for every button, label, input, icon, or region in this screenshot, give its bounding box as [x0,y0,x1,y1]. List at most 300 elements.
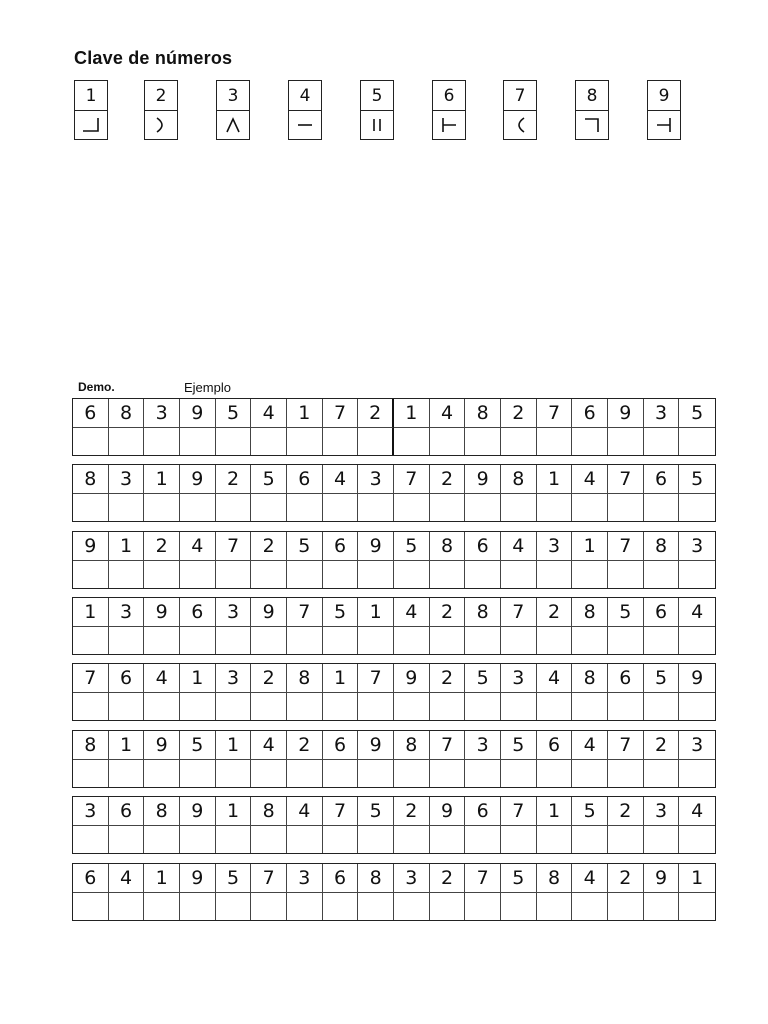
number-cell: 9 [180,399,216,428]
answer-cell[interactable] [251,893,287,920]
number-cell: 6 [287,465,323,494]
number-cell: 9 [180,465,216,494]
number-cell: 3 [144,399,180,428]
answer-cell[interactable] [394,494,430,521]
answer-cell[interactable] [323,494,359,521]
coding-row [72,730,716,788]
answer-cell[interactable] [679,826,715,853]
answer-cell[interactable] [537,627,573,654]
number-cell: 9 [251,598,287,627]
answer-cell[interactable] [644,826,680,853]
number-cell: 5 [216,399,252,428]
answer-cell[interactable] [608,428,644,455]
answer-cell[interactable] [501,826,537,853]
symbol-9-icon [648,111,680,139]
answer-cell[interactable] [358,494,394,521]
number-cell: 1 [144,864,180,893]
number-cell: 4 [251,399,287,428]
number-cell: 4 [430,399,466,428]
number-cell: 5 [572,797,608,826]
number-cell: 6 [537,731,573,760]
number-cell: 5 [465,664,501,693]
number-cell: 8 [144,797,180,826]
number-cell: 1 [537,465,573,494]
number-cell: 8 [465,399,501,428]
number-cell: 1 [73,598,109,627]
number-cell: 1 [180,664,216,693]
answer-cell[interactable] [465,494,501,521]
key-number: 6 [433,81,465,111]
number-cell: 2 [430,864,466,893]
number-cell: 4 [572,864,608,893]
number-cell: 7 [358,664,394,693]
answer-cell[interactable] [109,561,145,588]
number-cell: 7 [608,532,644,561]
number-cell: 2 [358,399,394,428]
answer-cell[interactable] [73,627,109,654]
answer-cell[interactable] [679,561,715,588]
answer-cell[interactable] [537,561,573,588]
number-cell: 1 [323,664,359,693]
answer-cell[interactable] [144,494,180,521]
symbol-2-icon [145,111,177,139]
answer-cell[interactable] [216,494,252,521]
number-cell: 6 [73,864,109,893]
answer-cell[interactable] [287,428,323,455]
number-cell: 6 [180,598,216,627]
number-cell: 4 [180,532,216,561]
answer-cell[interactable] [394,428,430,455]
number-cell: 3 [109,598,145,627]
number-cell: 4 [394,598,430,627]
number-cell: 6 [465,797,501,826]
number-cell: 2 [608,864,644,893]
answer-cell[interactable] [109,893,145,920]
answer-cell[interactable] [465,760,501,787]
answer-cell[interactable] [465,561,501,588]
number-cell: 5 [679,399,715,428]
answer-cell[interactable] [144,893,180,920]
number-cell: 9 [144,598,180,627]
number-key [0,80,768,142]
answer-cell[interactable] [109,826,145,853]
number-cell: 9 [73,532,109,561]
number-cell: 5 [608,598,644,627]
answer-cell[interactable] [394,627,430,654]
number-cell: 4 [572,731,608,760]
coding-row [72,398,716,456]
answer-cell[interactable] [430,893,466,920]
answer-cell[interactable] [216,693,252,720]
answer-cell[interactable] [465,428,501,455]
answer-cell[interactable] [572,893,608,920]
number-cell: 3 [644,797,680,826]
answer-cell[interactable] [465,893,501,920]
number-cell: 3 [644,399,680,428]
answer-cell[interactable] [180,561,216,588]
answer-cell[interactable] [144,627,180,654]
coding-row [72,531,716,589]
answer-cell[interactable] [251,826,287,853]
answer-cell[interactable] [180,627,216,654]
answer-cell[interactable] [537,428,573,455]
number-cell: 9 [144,731,180,760]
answer-cell[interactable] [144,693,180,720]
number-cell: 3 [73,797,109,826]
answer-cell[interactable] [323,693,359,720]
number-cell: 2 [216,465,252,494]
answer-cell[interactable] [358,561,394,588]
number-cell: 1 [537,797,573,826]
answer-cell[interactable] [358,693,394,720]
answer-cell[interactable] [251,693,287,720]
answer-cell[interactable] [73,428,109,455]
demo-label: Demo. [78,380,115,394]
symbol-7-icon [504,111,536,139]
answer-cell[interactable] [73,561,109,588]
answer-cell[interactable] [465,627,501,654]
number-cell: 2 [251,664,287,693]
number-cell: 9 [180,797,216,826]
number-cell: 1 [109,731,145,760]
answer-cell[interactable] [109,494,145,521]
answer-cell[interactable] [572,428,608,455]
number-cell: 9 [358,731,394,760]
answer-cell[interactable] [73,826,109,853]
number-cell: 6 [644,598,680,627]
answer-cell[interactable] [287,561,323,588]
number-cell: 3 [216,598,252,627]
answer-cell[interactable] [501,561,537,588]
number-cell: 8 [644,532,680,561]
number-cell: 2 [394,797,430,826]
number-cell: 9 [180,864,216,893]
answer-cell[interactable] [608,760,644,787]
answer-cell[interactable] [251,760,287,787]
number-cell: 6 [608,664,644,693]
symbol-3-icon [217,111,249,139]
answer-cell[interactable] [287,627,323,654]
number-cell: 7 [323,797,359,826]
number-cell: 4 [287,797,323,826]
answer-cell[interactable] [180,494,216,521]
number-cell: 7 [430,731,466,760]
answer-cell[interactable] [180,826,216,853]
answer-cell[interactable] [465,826,501,853]
number-cell: 9 [465,465,501,494]
key-item-6 [432,80,466,140]
answer-cell[interactable] [501,494,537,521]
number-cell: 6 [465,532,501,561]
number-cell: 2 [430,465,466,494]
coding-row [72,796,716,854]
answer-cell[interactable] [501,627,537,654]
answer-cell[interactable] [430,428,466,455]
answer-cell[interactable] [323,561,359,588]
answer-cell[interactable] [109,693,145,720]
number-cell: 5 [394,532,430,561]
key-item-1 [74,80,108,140]
answer-cell[interactable] [644,693,680,720]
answer-cell[interactable] [430,627,466,654]
answer-cell[interactable] [501,428,537,455]
symbol-1-icon [75,111,107,139]
number-cell: 4 [251,731,287,760]
number-cell: 6 [323,532,359,561]
grid-labels [0,378,768,396]
number-cell: 1 [679,864,715,893]
number-cell: 9 [644,864,680,893]
number-cell: 2 [287,731,323,760]
number-cell: 8 [572,664,608,693]
key-item-2 [144,80,178,140]
number-cell: 5 [251,465,287,494]
number-cell: 3 [465,731,501,760]
answer-cell[interactable] [109,428,145,455]
answer-cell[interactable] [358,760,394,787]
number-cell: 2 [608,797,644,826]
number-cell: 5 [501,864,537,893]
symbol-5-icon [361,111,393,139]
answer-cell[interactable] [287,826,323,853]
key-item-5 [360,80,394,140]
answer-cell[interactable] [216,428,252,455]
answer-cell[interactable] [501,760,537,787]
answer-cell[interactable] [287,760,323,787]
number-cell: 4 [679,598,715,627]
symbol-4-icon [289,111,321,139]
number-cell: 8 [537,864,573,893]
answer-cell[interactable] [287,693,323,720]
answer-cell[interactable] [216,893,252,920]
number-cell: 5 [501,731,537,760]
number-cell: 8 [358,864,394,893]
number-cell: 5 [180,731,216,760]
answer-cell[interactable] [287,893,323,920]
key-item-9 [647,80,681,140]
number-cell: 9 [430,797,466,826]
number-cell: 7 [465,864,501,893]
answer-cell[interactable] [679,893,715,920]
number-cell: 2 [430,664,466,693]
number-cell: 6 [644,465,680,494]
answer-cell[interactable] [608,893,644,920]
answer-cell[interactable] [644,893,680,920]
answer-cell[interactable] [430,561,466,588]
answer-cell[interactable] [358,893,394,920]
number-cell: 7 [287,598,323,627]
number-cell: 1 [358,598,394,627]
answer-cell[interactable] [608,494,644,521]
number-cell: 3 [109,465,145,494]
answer-cell[interactable] [323,760,359,787]
answer-cell[interactable] [180,693,216,720]
number-cell: 4 [679,797,715,826]
number-cell: 6 [572,399,608,428]
number-cell: 5 [358,797,394,826]
number-cell: 1 [572,532,608,561]
answer-cell[interactable] [144,826,180,853]
answer-cell[interactable] [572,826,608,853]
number-cell: 7 [501,797,537,826]
answer-cell[interactable] [572,760,608,787]
number-cell: 4 [144,664,180,693]
answer-cell[interactable] [358,627,394,654]
answer-cell[interactable] [679,760,715,787]
coding-row [72,597,716,655]
number-cell: 8 [572,598,608,627]
answer-cell[interactable] [251,428,287,455]
number-cell: 6 [73,399,109,428]
answer-cell[interactable] [109,627,145,654]
number-cell: 4 [537,664,573,693]
answer-cell[interactable] [572,561,608,588]
answer-cell[interactable] [358,826,394,853]
answer-cell[interactable] [144,561,180,588]
number-cell: 9 [394,664,430,693]
page-title: Clave de números [74,48,233,68]
number-cell: 6 [323,864,359,893]
key-number: 8 [576,81,608,111]
answer-cell[interactable] [73,693,109,720]
answer-cell[interactable] [251,627,287,654]
number-cell: 4 [501,532,537,561]
answer-cell[interactable] [180,760,216,787]
answer-cell[interactable] [679,693,715,720]
answer-cell[interactable] [644,760,680,787]
answer-cell[interactable] [644,627,680,654]
answer-cell[interactable] [394,760,430,787]
number-cell: 5 [287,532,323,561]
answer-cell[interactable] [644,494,680,521]
answer-cell[interactable] [572,494,608,521]
answer-cell[interactable] [323,627,359,654]
number-cell: 2 [251,532,287,561]
number-cell: 7 [216,532,252,561]
answer-cell[interactable] [430,826,466,853]
number-cell: 8 [430,532,466,561]
number-cell: 7 [251,864,287,893]
number-cell: 3 [287,864,323,893]
answer-cell[interactable] [608,693,644,720]
answer-cell[interactable] [180,428,216,455]
number-cell: 3 [216,664,252,693]
number-cell: 6 [323,731,359,760]
number-cell: 3 [679,731,715,760]
answer-cell[interactable] [608,826,644,853]
answer-cell[interactable] [73,760,109,787]
number-cell: 8 [465,598,501,627]
answer-cell[interactable] [537,760,573,787]
answer-cell[interactable] [537,494,573,521]
answer-cell[interactable] [394,561,430,588]
answer-cell[interactable] [323,428,359,455]
number-cell: 4 [323,465,359,494]
answer-cell[interactable] [501,693,537,720]
number-cell: 9 [679,664,715,693]
key-number: 2 [145,81,177,111]
answer-cell[interactable] [430,693,466,720]
answer-cell[interactable] [73,893,109,920]
number-cell: 8 [501,465,537,494]
answer-cell[interactable] [501,893,537,920]
answer-cell[interactable] [394,826,430,853]
number-cell: 5 [216,864,252,893]
answer-cell[interactable] [394,693,430,720]
answer-cell[interactable] [323,893,359,920]
answer-cell[interactable] [144,428,180,455]
number-cell: 1 [144,465,180,494]
example-label: Ejemplo [184,380,231,395]
answer-cell[interactable] [216,561,252,588]
answer-cell[interactable] [572,693,608,720]
number-cell: 8 [394,731,430,760]
answer-cell[interactable] [644,428,680,455]
answer-cell[interactable] [251,561,287,588]
answer-cell[interactable] [216,760,252,787]
number-cell: 1 [109,532,145,561]
answer-cell[interactable] [644,561,680,588]
answer-cell[interactable] [608,627,644,654]
answer-cell[interactable] [430,760,466,787]
number-cell: 8 [73,465,109,494]
answer-cell[interactable] [465,693,501,720]
number-cell: 8 [73,731,109,760]
answer-cell[interactable] [608,561,644,588]
answer-cell[interactable] [323,826,359,853]
answer-cell[interactable] [572,627,608,654]
answer-cell[interactable] [216,826,252,853]
key-item-4 [288,80,322,140]
answer-cell[interactable] [216,627,252,654]
number-cell: 5 [323,598,359,627]
number-cell: 1 [216,731,252,760]
answer-cell[interactable] [537,893,573,920]
number-cell: 7 [537,399,573,428]
answer-cell[interactable] [537,693,573,720]
number-cell: 2 [430,598,466,627]
answer-cell[interactable] [537,826,573,853]
number-cell: 9 [608,399,644,428]
key-item-8 [575,80,609,140]
answer-cell[interactable] [287,494,323,521]
answer-cell[interactable] [679,428,715,455]
answer-cell[interactable] [358,428,394,455]
number-cell: 3 [537,532,573,561]
answer-cell[interactable] [394,893,430,920]
answer-cell[interactable] [679,494,715,521]
key-item-3 [216,80,250,140]
answer-cell[interactable] [430,494,466,521]
number-cell: 2 [144,532,180,561]
key-number: 3 [217,81,249,111]
number-cell: 5 [679,465,715,494]
number-cell: 8 [251,797,287,826]
number-cell: 1 [287,399,323,428]
answer-cell[interactable] [73,494,109,521]
key-number: 1 [75,81,107,111]
number-cell: 2 [501,399,537,428]
key-number: 9 [648,81,680,111]
answer-cell[interactable] [144,760,180,787]
number-cell: 7 [73,664,109,693]
answer-cell[interactable] [109,760,145,787]
number-cell: 1 [394,399,430,428]
answer-cell[interactable] [180,893,216,920]
answer-cell[interactable] [251,494,287,521]
number-cell: 7 [501,598,537,627]
answer-cell[interactable] [679,627,715,654]
